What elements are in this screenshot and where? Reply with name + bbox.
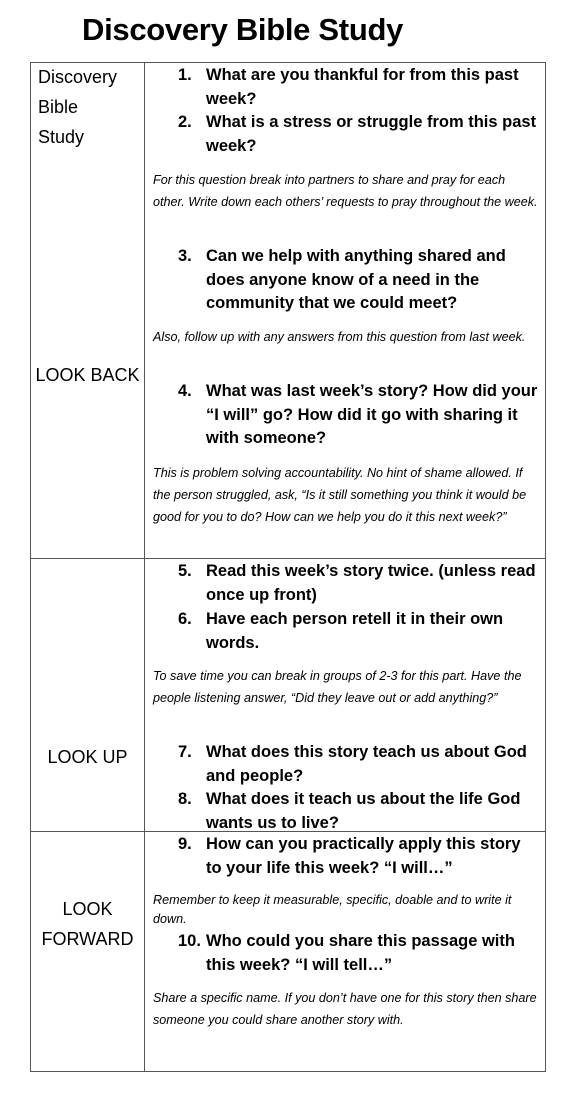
question-text: How can you practically apply this story to your life this week? “I will…”	[206, 835, 521, 877]
facilitator-note: For this question break into partners to share and pray for each other. Write down each others’ requests to pray throughout the week.	[153, 173, 538, 209]
facilitator-note: To save time you can break in groups of 2-3 for this part. Have the people listening answer, “Did they leave out or add anything?”	[153, 669, 522, 705]
facilitator-note: Remember to keep it measurable, specific, doable and to write it down.	[153, 893, 512, 926]
question-item	[178, 930, 538, 977]
question-number: 3.	[178, 247, 192, 265]
question-item	[178, 245, 538, 316]
table-border-bottom	[30, 1071, 546, 1072]
question-text: What does it teach us about the life God wants us to live?	[206, 790, 521, 832]
side-heading-line: Study	[38, 127, 85, 147]
question-item	[178, 64, 538, 111]
section-label-look-back: LOOK BACK	[35, 365, 140, 385]
question-item	[178, 608, 538, 655]
question-text: What are you thankful for from this past week?	[206, 66, 519, 108]
question-text: Have each person retell it in their own words.	[206, 610, 504, 652]
question-item	[178, 741, 538, 788]
section-label-look-up: LOOK UP	[47, 747, 128, 767]
question-item	[178, 111, 538, 158]
page-title: Discovery Bible Study	[82, 12, 404, 47]
question-text: What was last week’s story? How did your “I will” go? How did it go with sharing it with someone?	[206, 382, 538, 447]
question-text: What does this story teach us about God and people?	[206, 743, 527, 785]
side-heading-line: Discovery	[38, 67, 118, 87]
facilitator-note: Also, follow up with any answers from this question from last week.	[153, 330, 526, 344]
question-text: What is a stress or struggle from this past week?	[206, 113, 537, 155]
side-heading-line: Bible	[38, 97, 79, 117]
question-number: 9.	[178, 835, 192, 853]
table-row-divider-look-up	[30, 558, 546, 559]
question-number: 4.	[178, 382, 192, 400]
table-column-divider	[144, 62, 145, 1072]
section-label-look-forward	[31, 894, 144, 954]
facilitator-note: Share a specific name. If you don’t have one for this story then share someone you could share another story with.	[153, 991, 537, 1027]
table-border-right	[545, 62, 546, 1072]
question-text: Who could you share this passage with this week? “I will tell…”	[206, 932, 515, 974]
facilitator-note: This is problem solving accountability. No hint of shame allowed. If the person struggled, ask, “Is it still something you think it would be good for you to do? How can we help you do it this next week?”	[153, 466, 527, 524]
question-number: 6.	[178, 610, 192, 628]
question-number: 5.	[178, 562, 192, 580]
question-item	[178, 380, 538, 451]
question-text: Read this week’s story twice. (unless read once up front)	[206, 562, 536, 604]
question-number: 10.	[178, 932, 201, 950]
question-number: 7.	[178, 743, 192, 761]
question-number: 1.	[178, 66, 192, 84]
question-item	[178, 833, 538, 880]
question-item	[178, 560, 538, 607]
question-number: 8.	[178, 790, 192, 808]
question-number: 2.	[178, 113, 192, 131]
section-label-line: FORWARD	[41, 929, 134, 949]
question-item	[178, 788, 538, 835]
side-heading	[38, 62, 117, 152]
question-text: Can we help with anything shared and does anyone know of a need in the community that we could meet?	[206, 247, 506, 312]
section-label-line: LOOK	[62, 899, 113, 919]
